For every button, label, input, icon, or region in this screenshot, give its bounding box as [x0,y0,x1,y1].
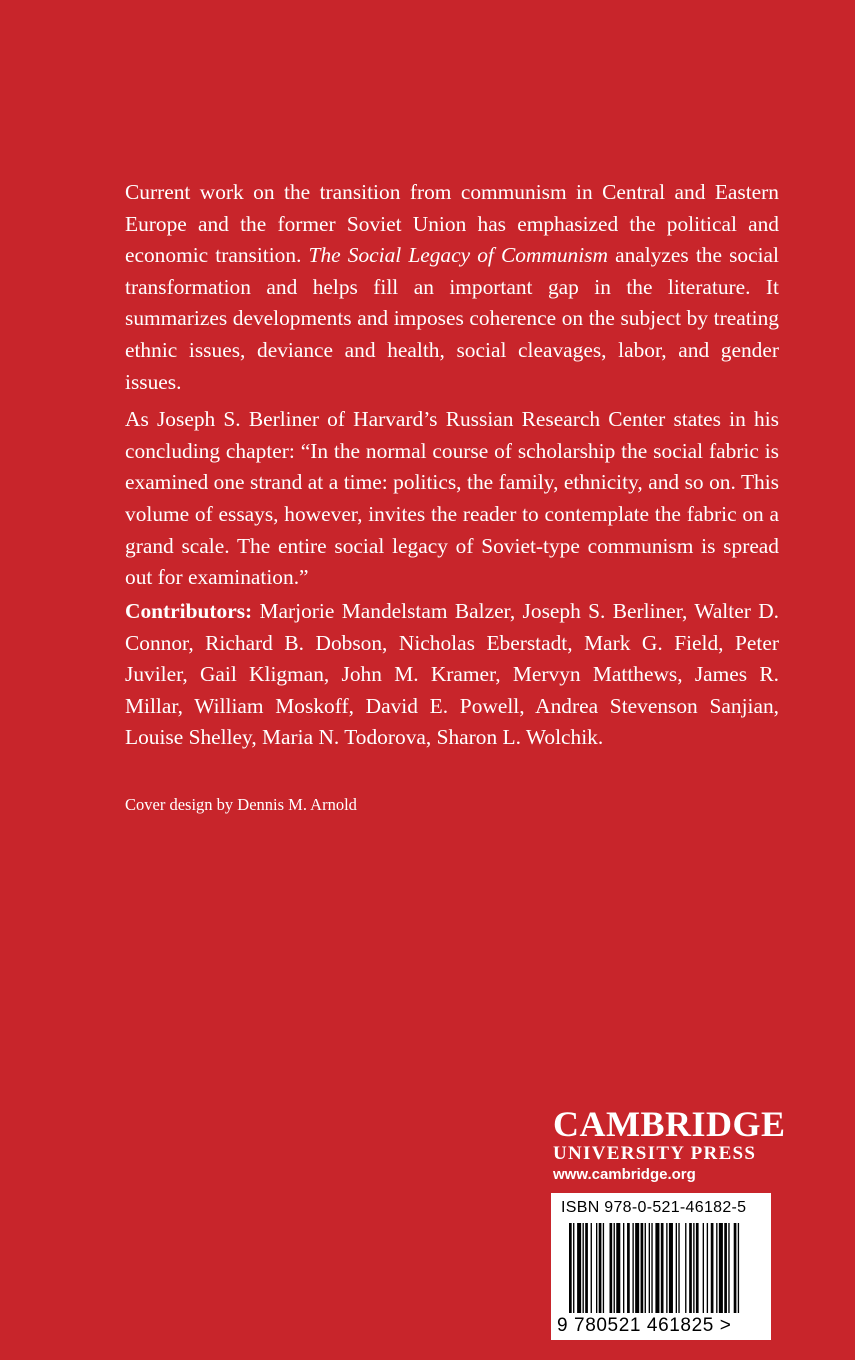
barcode-bar [577,1223,581,1313]
contributors [125,596,779,754]
barcode-bar [738,1223,739,1313]
barcode-bar [669,1223,673,1313]
isbn-label: ISBN 978-0-521-46182-5 [561,1199,747,1216]
barcode-bar [719,1223,723,1313]
publisher-name: CAMBRIDGE [553,1104,786,1144]
barcode-bar [724,1223,727,1313]
barcode-bar [610,1223,613,1313]
barcode-bar [596,1223,597,1313]
barcode-bar [655,1223,659,1313]
barcode-bar [661,1223,664,1313]
contributors-list: Marjorie Mandelstam Balzer, Joseph S. Berliner, Walter D. Connor, Richard B. Dobson, Nicholas Eberstadt, Mark G. Field, Peter Juviler, Gail Kligman, John M. Kramer, Mervyn Matthews, James R. Millar, William Moskoff, David E. Powell, Andrea Stevenson Sanjian, Louise Shelley, Maria N. Todorova, Sharon L. Wolchik. [125,599,779,750]
cover-credit: Cover design by Dennis M. Arnold [125,795,357,814]
barcode [551,1193,771,1340]
barcode-bar [693,1223,694,1313]
blurb-paragraph-1 [125,177,779,398]
barcode-bar [685,1223,686,1313]
barcode-bar [583,1223,584,1313]
blurb-text: analyzes the social transformation and helps fill an important gap in the literature. It summarizes developments and imposes coherence on the subject by treating ethnic issues, deviance and health, social cleavages, labor, and gender issues. [125,243,779,394]
barcode-bar [703,1223,704,1313]
barcode-bar [696,1223,699,1313]
barcode-bar [641,1223,644,1313]
barcode-bar [716,1223,717,1313]
barcode-bar [591,1223,592,1313]
blurb-paragraph-2: As Joseph S. Berliner of Harvard’s Russian Research Center states in his concluding chapter: “In the normal course of scholarship the social fabric is examined one strand at a time: politics, the family, ethnicity, and so on. This volume of essays, however, invites the reader to contemplate the fabric on a grand scale. The entire social legacy of Soviet-type communism is spread out for examination.” [125,407,779,590]
publisher-logo [553,1104,786,1185]
publisher-url: www.cambridge.org [553,1166,696,1183]
blurb-text: Current work on the transition from communism in Central and Eastern Europe and the former Soviet Union has emphasized the political and economic transition. [125,180,779,268]
barcode-bar [585,1223,588,1313]
barcode-bar [734,1223,737,1313]
barcode-bar [645,1223,646,1313]
barcode-bar [711,1223,714,1313]
contributors-label: Contributors: [125,599,253,623]
barcode-bar [651,1223,652,1313]
blurb [125,177,779,594]
barcode-bar [676,1223,677,1313]
barcode-bar [689,1223,692,1313]
publisher-subtitle: UNIVERSITY PRESS [553,1143,757,1164]
barcode-digits: 9 780521 461825 > [557,1315,732,1336]
book-title: The Social Legacy of Communism [308,243,608,268]
barcode-bar [603,1223,604,1313]
barcode-bar [569,1223,572,1313]
barcode-bar [632,1223,633,1313]
barcode-bar [614,1223,615,1313]
barcode-bar [599,1223,602,1313]
barcode-bar [573,1223,574,1313]
barcode-bar [635,1223,639,1313]
barcode-bar [678,1223,679,1313]
barcode-bar [728,1223,729,1313]
barcode-bar [623,1223,624,1313]
barcode-bar [627,1223,630,1313]
barcode-bar [666,1223,667,1313]
barcode-bar [616,1223,620,1313]
barcode-bar [649,1223,650,1313]
barcode-bar [707,1223,708,1313]
